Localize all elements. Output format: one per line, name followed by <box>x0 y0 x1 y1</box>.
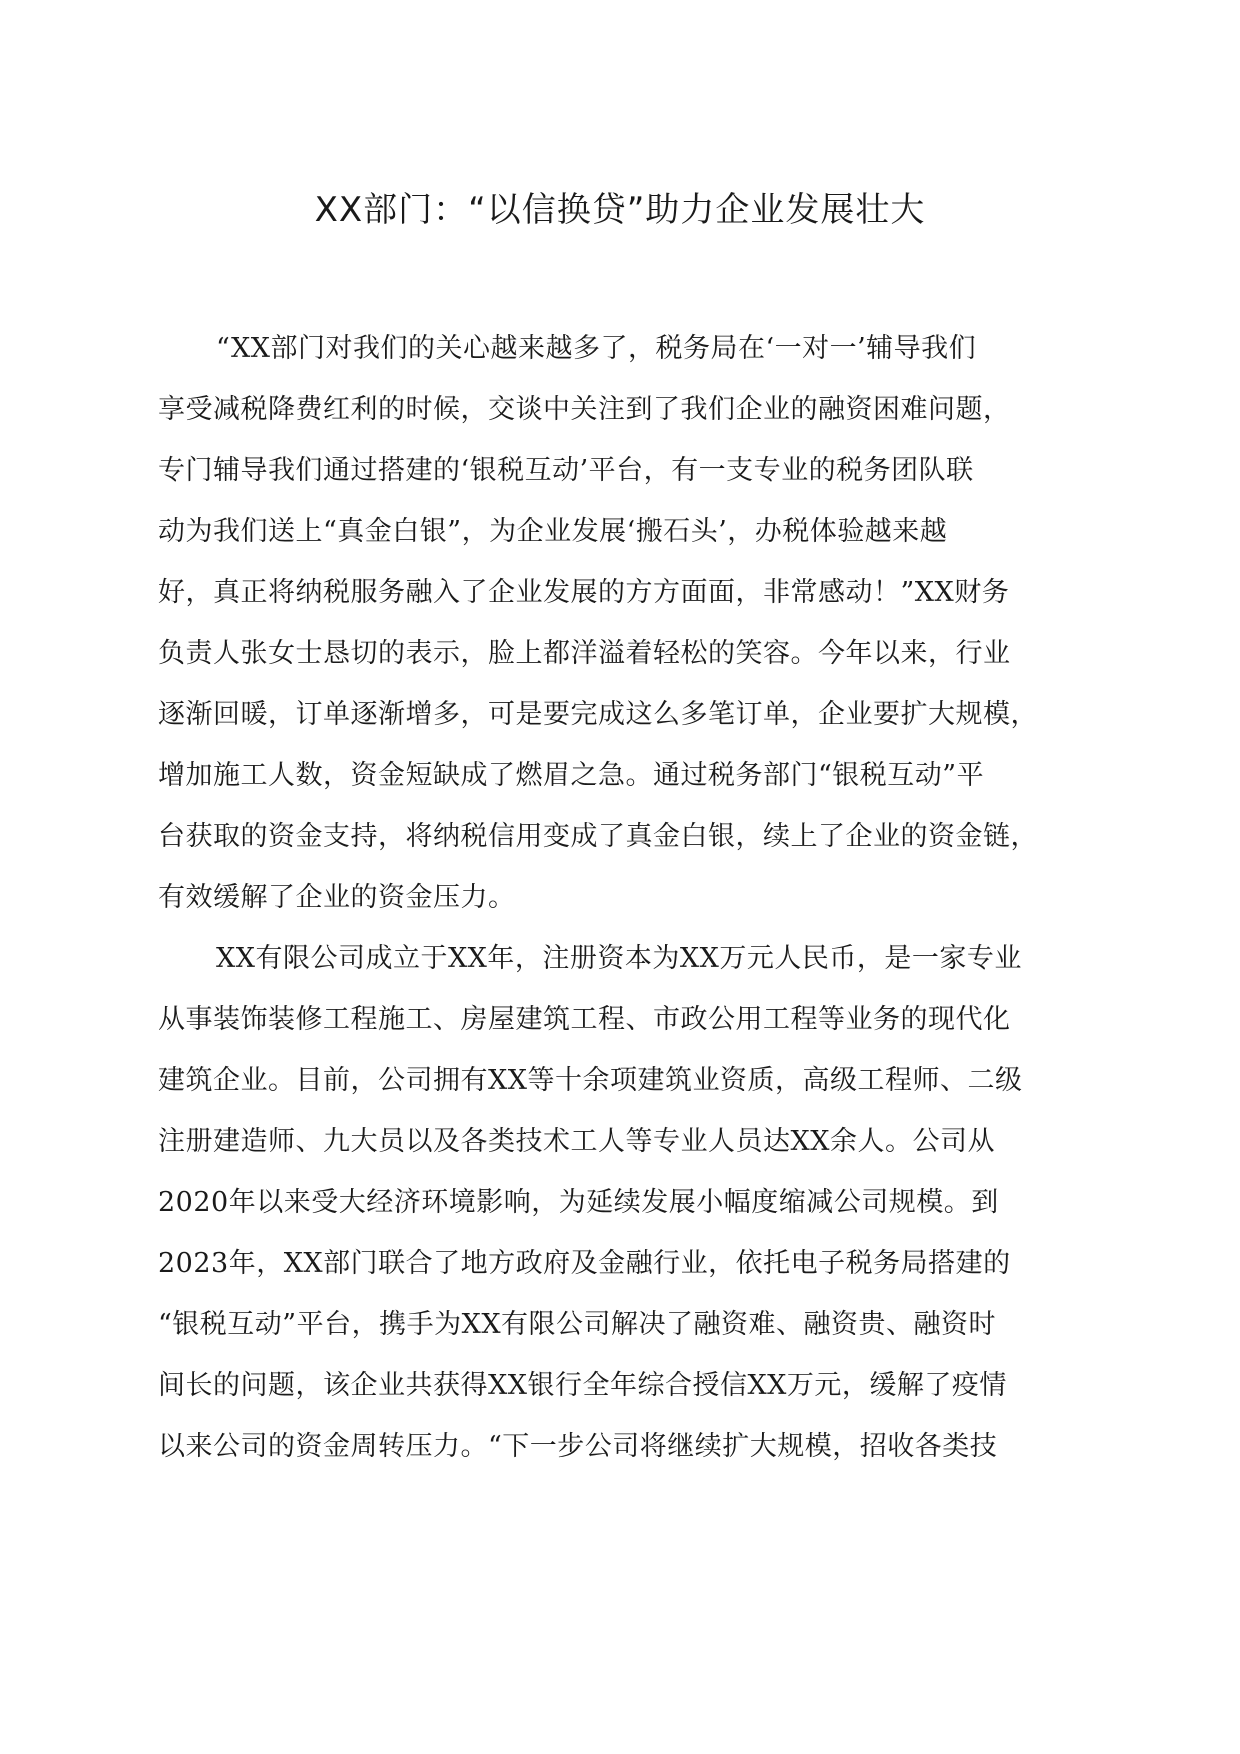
paragraph-line: 2020年以来受大经济环境影响，为延续发展小幅度缩减公司规模。到 <box>158 1187 999 1218</box>
paragraph-line: 专门辅导我们通过搭建的‘银税互动’平台，有一支专业的税务团队联 <box>158 455 974 486</box>
document-body <box>158 318 1082 1477</box>
paragraph-line: 好，真正将纳税服务融入了企业发展的方方面面，非常感动！”XX财务 <box>158 577 1010 608</box>
paragraph-line: 建筑企业。目前，公司拥有XX等十余项建筑业资质，高级工程师、二级 <box>158 1065 1023 1096</box>
paragraph-line: “XX部门对我们的关心越来越多了，税务局在‘一对一’辅导我们 <box>216 333 977 364</box>
paragraph-line: 间长的问题，该企业共获得XX银行全年综合授信XX万元，缓解了疫情 <box>158 1370 1007 1401</box>
paragraph-1 <box>158 318 1082 928</box>
paragraph-line: 从事装饰装修工程施工、房屋建筑工程、市政公用工程等业务的现代化 <box>158 1004 1011 1035</box>
paragraph-line: 台获取的资金支持，将纳税信用变成了真金白银，续上了企业的资金链， <box>158 821 1038 852</box>
paragraph-line: 增加施工人数，资金短缺成了燃眉之急。通过税务部门“银税互动”平 <box>158 760 985 791</box>
document-title: XX部门：“以信换贷”助力企业发展壮大 <box>314 190 926 230</box>
paragraph-line: 享受减税降费红利的时候，交谈中关注到了我们企业的融资困难问题， <box>158 394 1011 425</box>
paragraph-line: 2023年，XX部门联合了地方政府及金融行业，依托电子税务局搭建的 <box>158 1248 1011 1279</box>
paragraph-line: “银税互动”平台，携手为XX有限公司解决了融资难、融资贵、融资时 <box>158 1309 997 1340</box>
paragraph-line: 以来公司的资金周转压力。“下一步公司将继续扩大规模，招收各类技 <box>158 1431 998 1462</box>
paragraph-line: 动为我们送上“真金白银”，为企业发展‘搬石头’，办税体验越来越 <box>158 516 948 547</box>
paragraph-line: 逐渐回暖，订单逐渐增多，可是要完成这么多笔订单，企业要扩大规模， <box>158 699 1038 730</box>
paragraph-line: 负责人张女士恳切的表示，脸上都洋溢着轻松的笑容。今年以来，行业 <box>158 638 1011 669</box>
paragraph-line: 有效缓解了企业的资金压力。 <box>158 882 516 913</box>
paragraph-2 <box>158 928 1082 1477</box>
paragraph-line: XX有限公司成立于XX年，注册资本为XX万元人民币，是一家专业 <box>216 943 1022 974</box>
paragraph-line: 注册建造师、九大员以及各类技术工人等专业人员达XX余人。公司从 <box>158 1126 995 1157</box>
